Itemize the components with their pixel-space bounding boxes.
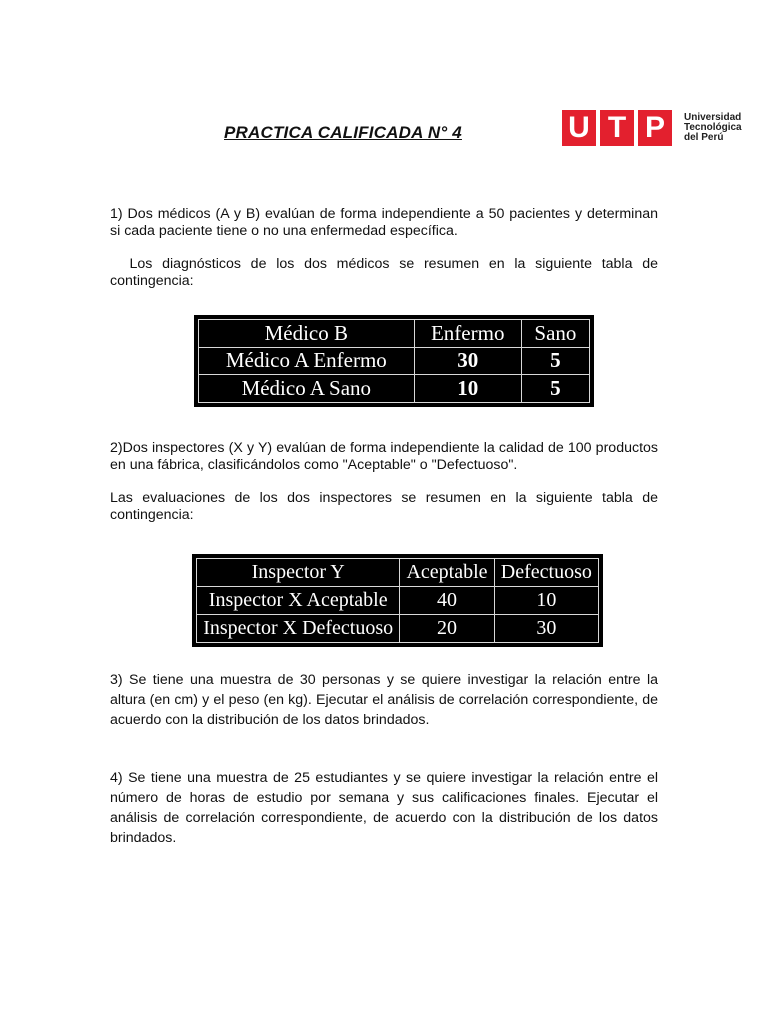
table-header-cell: Aceptable [400, 559, 494, 587]
table-header-cell: Inspector Y [197, 559, 400, 587]
table-header-row [199, 320, 590, 348]
table-cell: Médico A Sano [199, 375, 415, 403]
table-cell: 20 [400, 615, 494, 643]
table-cell: 5 [521, 375, 589, 403]
q1-contingency-table [194, 315, 594, 407]
table-cell: 40 [400, 587, 494, 615]
q1-text: 1) Dos médicos (A y B) evalúan de forma independiente a 50 pacientes y determinan si cada paciente tiene o no una enfermedad específica. [110, 206, 658, 239]
logo-line-3: del Perú [684, 132, 724, 143]
table-header-cell: Defectuoso [494, 559, 598, 587]
table-cell: Inspector X Aceptable [197, 587, 400, 615]
table-header-cell: Enfermo [414, 320, 521, 348]
logo-line-2: Tecnológica [684, 122, 742, 133]
q1-text-2: Los diagnósticos de los dos médicos se resumen en la siguiente tabla de contingencia: [110, 256, 662, 289]
table-cell: 10 [414, 375, 521, 403]
q2-contingency-table [192, 554, 603, 647]
table-cell: 5 [521, 347, 589, 375]
table-cell: 10 [494, 587, 598, 615]
table-cell: 30 [494, 615, 598, 643]
q2-text-2: Las evaluaciones de los dos inspectores se resumen en la siguiente tabla de contingencia: [110, 490, 658, 523]
table-row [197, 587, 599, 615]
q2-text: 2)Dos inspectores (X y Y) evalúan de forma independiente la calidad de 100 productos en una fábrica, clasificándolos como "Aceptable" o "Defectuoso". [110, 440, 658, 473]
table-cell: 30 [414, 347, 521, 375]
table-cell: Inspector X Defectuoso [197, 615, 400, 643]
logo-letter-p: P [638, 110, 672, 146]
page-title: PRACTICA CALIFICADA N° 4 [224, 123, 462, 142]
q3-text: 3) Se tiene una muestra de 30 personas y se quiere investigar la relación entre la altura (en cm) y el peso (en kg). Ejecutar el análisis de correlación correspondiente, de acuerdo con la distribución de los datos brindados. [110, 672, 658, 728]
logo-caption [684, 113, 744, 143]
utp-logo [562, 110, 744, 146]
logo-letter-u: U [562, 110, 596, 146]
table-header-cell: Sano [521, 320, 589, 348]
q4-text: 4) Se tiene una muestra de 25 estudiantes y se quiere investigar la relación entre el número de horas de estudio por semana y sus calificaciones finales. Ejecutar el análisis de correlación correspondiente, de acuerdo con la distribución de los datos brindados. [110, 770, 658, 846]
table-row [199, 347, 590, 375]
logo-letter-t: T [600, 110, 634, 146]
table-row [197, 615, 599, 643]
table-cell: Médico A Enfermo [199, 347, 415, 375]
table-header-cell: Médico B [199, 320, 415, 348]
logo-line-1: Universidad [684, 112, 742, 123]
table-header-row [197, 559, 599, 587]
table-row [199, 375, 590, 403]
